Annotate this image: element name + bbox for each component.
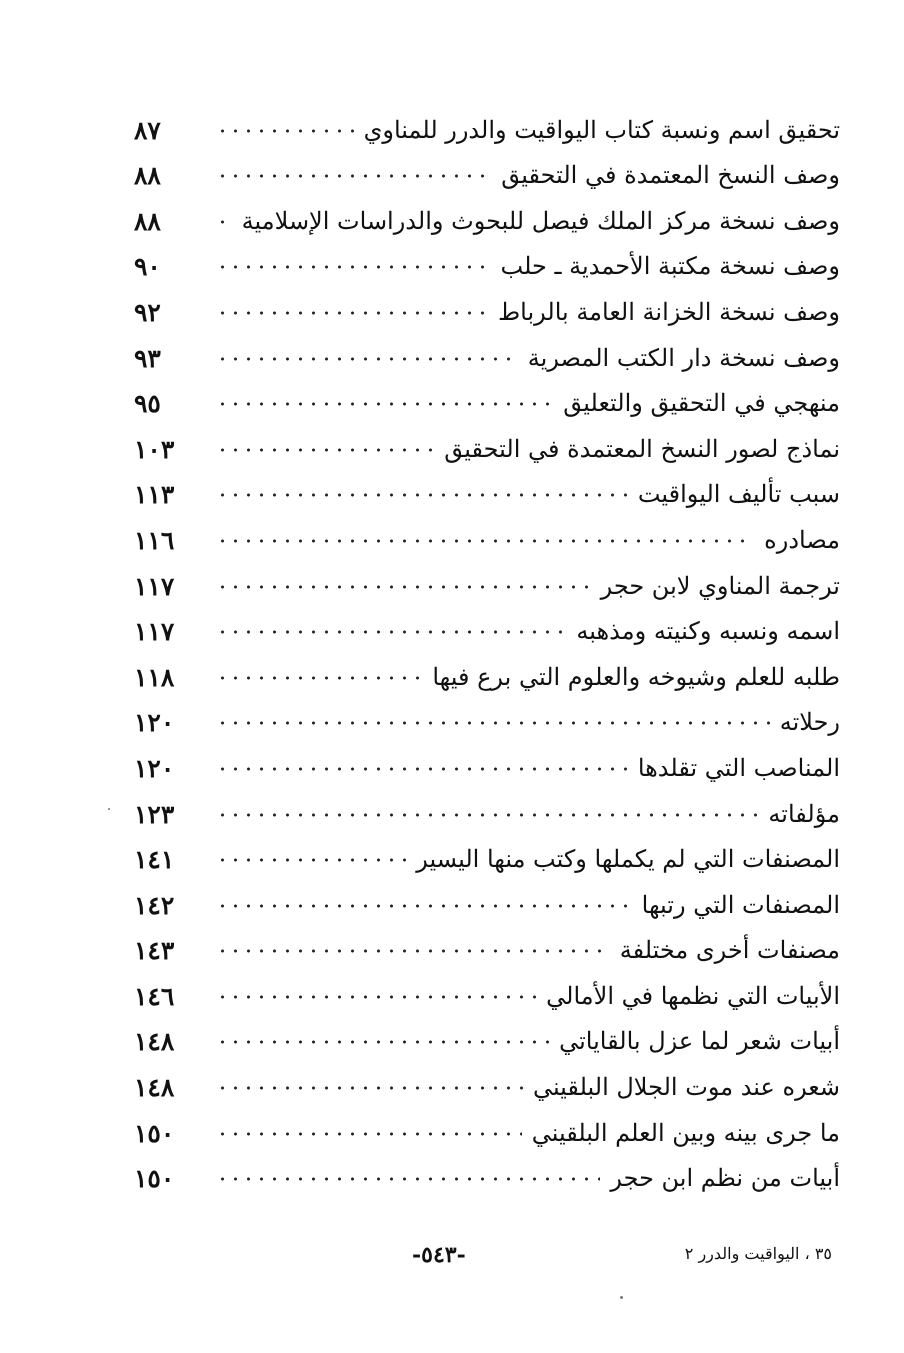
toc-page-number: ٨٨ bbox=[134, 206, 161, 236]
page-number: -٥٤٣- bbox=[412, 1242, 466, 1268]
dot-leader bbox=[216, 397, 553, 411]
toc-entry bbox=[128, 146, 840, 192]
toc-page-number: ١٢٣ bbox=[134, 799, 175, 829]
toc-entry-title: سبب تأليف اليواقيت bbox=[637, 480, 840, 509]
dot-leader bbox=[216, 488, 628, 502]
toc-entry-title: رحلاته bbox=[779, 708, 840, 737]
toc-page-number: ٨٧ bbox=[134, 115, 161, 145]
toc-entry bbox=[128, 191, 840, 237]
dot-leader bbox=[216, 944, 610, 958]
toc-page-number: ١٤٢ bbox=[134, 890, 175, 920]
dot-leader bbox=[216, 990, 536, 1004]
toc-page-number: ١٥٠ bbox=[134, 1164, 175, 1194]
toc-entry bbox=[128, 738, 840, 784]
page-footer bbox=[0, 1238, 904, 1278]
toc-entry bbox=[128, 602, 840, 648]
toc-entry bbox=[128, 282, 840, 328]
toc-page-number: ١١٣ bbox=[134, 480, 175, 510]
toc-page-number: ١١٧ bbox=[134, 571, 175, 601]
toc-entry-title: نماذج لصور النسخ المعتمدة في التحقيق bbox=[444, 434, 840, 463]
toc-page-number: ٩٥ bbox=[134, 389, 161, 419]
toc-entry-title: مؤلفاته bbox=[768, 799, 840, 828]
scan-speck bbox=[620, 1296, 623, 1299]
toc-entry-title: ما جرى بينه وبين العلم البلقيني bbox=[531, 1118, 840, 1147]
toc-entry bbox=[128, 693, 840, 739]
toc-page-number: ٩٣ bbox=[134, 343, 161, 373]
toc-entry-title: شعره عند موت الجلال البلقيني bbox=[532, 1073, 840, 1102]
toc-page-number: ١١٧ bbox=[134, 617, 175, 647]
dot-leader bbox=[216, 534, 754, 548]
dot-leader bbox=[216, 443, 434, 457]
dot-leader bbox=[216, 580, 591, 594]
toc-entry-title: تحقيق اسم ونسبة كتاب اليواقيت والدرر للمناوي bbox=[363, 115, 840, 144]
toc-entry-title: الأبيات التي نظمها في الأمالي bbox=[546, 981, 840, 1010]
toc-entry-title: مصنفات أخرى مختلفة bbox=[619, 936, 840, 965]
toc-entry bbox=[128, 100, 840, 146]
toc-entry-title: أبيات شعر لما عزل بالقاياتي bbox=[559, 1027, 840, 1056]
toc-page-number: ١٤٣ bbox=[134, 936, 175, 966]
toc-page-number: ١٢٠ bbox=[134, 708, 175, 738]
dot-leader bbox=[216, 352, 518, 366]
toc-entry-title: أبيات من نظم ابن حجر bbox=[610, 1164, 840, 1193]
toc-page-number: ٩٠ bbox=[134, 252, 161, 282]
toc-page-number: ١٥٠ bbox=[134, 1118, 175, 1148]
toc-entry-title: المناصب التي تقلدها bbox=[637, 753, 840, 782]
toc-page-number: ١٢٠ bbox=[134, 753, 175, 783]
toc-entry-title: وصف نسخة مكتبة الأحمدية ـ حلب bbox=[500, 252, 840, 281]
toc-page-number: ١٤٨ bbox=[134, 1027, 175, 1057]
dot-leader bbox=[216, 625, 566, 639]
toc-page-number: ١١٨ bbox=[134, 662, 175, 692]
toc-entry-title: وصف نسخة الخزانة العامة بالرباط bbox=[497, 297, 840, 326]
toc-page-number: ١٠٣ bbox=[134, 434, 175, 464]
toc-entry bbox=[128, 830, 840, 876]
toc-entry-title: اسمه ونسبه وكنيته ومذهبه bbox=[576, 617, 840, 646]
toc-page-number: ١٤٦ bbox=[134, 981, 175, 1011]
dot-leader bbox=[216, 1127, 522, 1141]
toc-entry-title: المصنفات التي لم يكملها وكتب منها اليسير bbox=[416, 845, 840, 874]
dot-leader bbox=[216, 306, 488, 320]
toc-entry bbox=[128, 374, 840, 420]
toc-entry-title: وصف نسخة دار الكتب المصرية bbox=[527, 343, 840, 372]
dot-leader bbox=[216, 762, 628, 776]
toc-page-number: ٩٢ bbox=[134, 297, 161, 327]
dot-leader bbox=[216, 853, 406, 867]
toc-entry bbox=[128, 1149, 840, 1195]
dot-leader bbox=[216, 808, 758, 822]
toc-entry-title: منهجي في التحقيق والتعليق bbox=[563, 389, 840, 418]
toc-page-number: ١٤٨ bbox=[134, 1073, 175, 1103]
toc-entry-title: وصف نسخة مركز الملك فيصل للبحوث والدراسات الإسلامية bbox=[241, 206, 840, 235]
dot-leader bbox=[216, 1172, 600, 1186]
dot-leader bbox=[216, 260, 491, 274]
dot-leader bbox=[216, 671, 422, 685]
dot-leader bbox=[216, 124, 354, 138]
dot-leader bbox=[216, 215, 232, 229]
toc-entry-title: وصف النسخ المعتمدة في التحقيق bbox=[501, 161, 840, 190]
toc-entry-title: طلبه للعلم وشيوخه والعلوم التي برع فيها bbox=[432, 662, 840, 691]
dot-leader bbox=[216, 716, 770, 730]
signature-mark: ٣٥ ، اليواقيت والدرر ٢ bbox=[684, 1244, 832, 1263]
toc-entry bbox=[128, 1057, 840, 1103]
scan-speck bbox=[108, 808, 110, 810]
toc-entry-title: مصادره bbox=[764, 525, 840, 554]
toc-entry bbox=[128, 237, 840, 283]
toc-entry bbox=[128, 647, 840, 693]
toc-entry bbox=[128, 510, 840, 556]
dot-leader bbox=[216, 1081, 523, 1095]
dot-leader bbox=[216, 899, 632, 913]
toc-entry bbox=[128, 921, 840, 967]
toc-entry bbox=[128, 784, 840, 830]
toc-entry bbox=[128, 966, 840, 1012]
toc-entry bbox=[128, 328, 840, 374]
toc-entry bbox=[128, 556, 840, 602]
toc-entry bbox=[128, 875, 840, 921]
toc-entry bbox=[128, 419, 840, 465]
dot-leader bbox=[216, 169, 491, 183]
toc-page-number: ١٤١ bbox=[134, 845, 175, 875]
toc-page-number: ٨٨ bbox=[134, 161, 161, 191]
toc-page-number: ١١٦ bbox=[134, 525, 175, 555]
dot-leader bbox=[216, 1035, 549, 1049]
toc-entry bbox=[128, 1103, 840, 1149]
toc-entry bbox=[128, 1012, 840, 1058]
toc-entry bbox=[128, 465, 840, 511]
toc-entry-title: ترجمة المناوي لابن حجر bbox=[600, 571, 840, 600]
table-of-contents bbox=[128, 100, 840, 1194]
toc-entry-title: المصنفات التي رتبها bbox=[641, 890, 840, 919]
